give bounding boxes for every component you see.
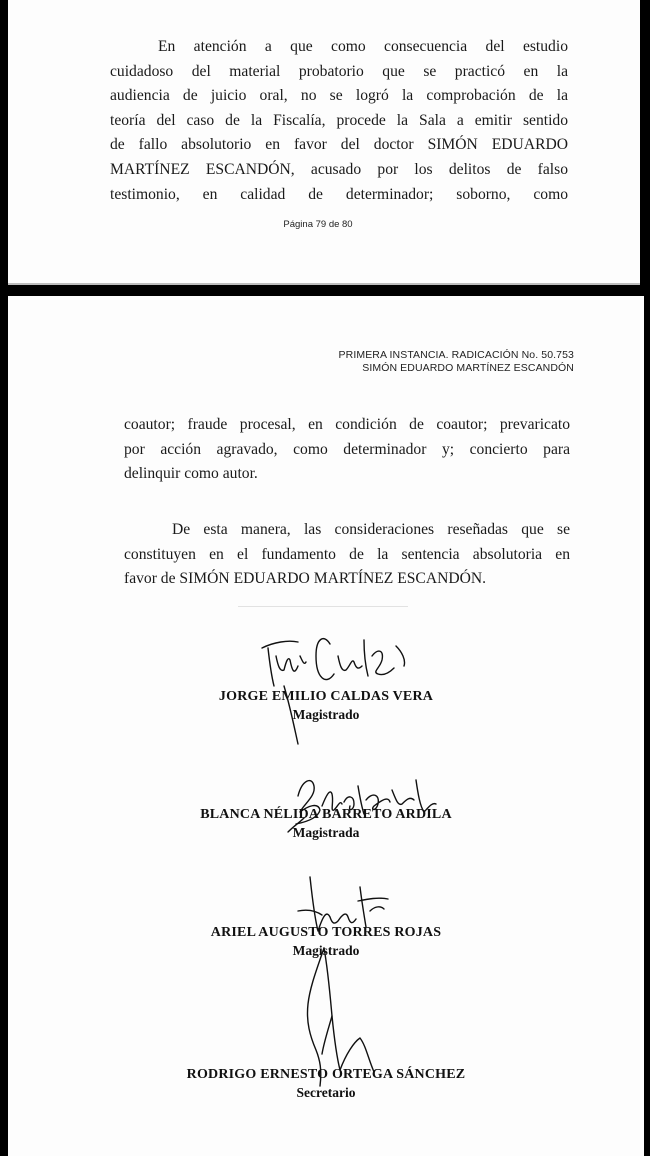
- signatory-2: [8, 806, 644, 842]
- signatory-title: Magistrada: [292, 825, 360, 840]
- signature-jorge-caldas: [254, 626, 424, 746]
- signatory-title: Magistrado: [292, 943, 360, 958]
- signatory-name: ARIEL AUGUSTO TORRES ROJAS: [210, 925, 442, 940]
- signatory-name: RODRIGO ERNESTO ORTEGA SÁNCHEZ: [186, 1067, 466, 1082]
- paragraph-line: constituyen en el fundamento de la sentencia absolutoria en: [124, 545, 570, 563]
- signatory-title: Magistrado: [292, 707, 360, 722]
- running-header: [339, 349, 574, 375]
- paragraph-line: audiencia de juicio oral, no se logró la comprobación de la: [110, 87, 568, 105]
- paragraph-line: testimonio, en calidad de determinador; soborno, como: [110, 185, 568, 203]
- page-number: Página 79 de 80: [283, 219, 353, 230]
- previous-page: [8, 0, 640, 285]
- signatory-1: [8, 688, 644, 724]
- paragraph-line: de fallo absolutorio en favor del doctor SIMÓN EDUARDO: [110, 136, 568, 154]
- signatory-3: [8, 924, 644, 960]
- conclusion-paragraph: [124, 518, 570, 592]
- running-header-defendant: SIMÓN EDUARDO MARTÍNEZ ESCANDÓN: [362, 362, 574, 374]
- paragraph-line: cuidadoso del material probatorio que se practicó en la: [110, 62, 568, 80]
- signatory-4: [8, 1066, 644, 1102]
- divider: [238, 606, 408, 607]
- paragraph-line: por acción agravado, como determinador y; concierto para: [124, 440, 570, 458]
- running-header-case: PRIMERA INSTANCIA. RADICACIÓN No. 50.753: [338, 349, 574, 361]
- paragraph-line: De esta manera, las consideraciones reseñadas que se: [172, 521, 570, 538]
- paragraph-line: teoría del caso de la Fiscalía, procede la Sala a emitir sentido: [110, 111, 568, 129]
- signatory-title: Secretario: [296, 1085, 356, 1100]
- paragraph-line: favor de SIMÓN EDUARDO MARTÍNEZ ESCANDÓN.: [124, 570, 487, 588]
- paragraph-line: delinquir como autor.: [124, 465, 258, 483]
- paragraph-line: coautor; fraude procesal, en condición de coautor; prevaricato: [124, 416, 570, 433]
- current-page: [8, 296, 644, 1156]
- closing-paragraph: [110, 35, 568, 207]
- continuation-paragraph: [124, 413, 570, 487]
- paragraph-line: MARTÍNEZ ESCANDÓN, acusado por los delitos de falso: [110, 160, 568, 178]
- paragraph-line: En atención a que como consecuencia del estudio: [158, 38, 568, 55]
- signatory-name: BLANCA NÉLIDA BARRETO ARDILA: [200, 807, 452, 822]
- signatory-name: JORGE EMILIO CALDAS VERA: [218, 689, 434, 704]
